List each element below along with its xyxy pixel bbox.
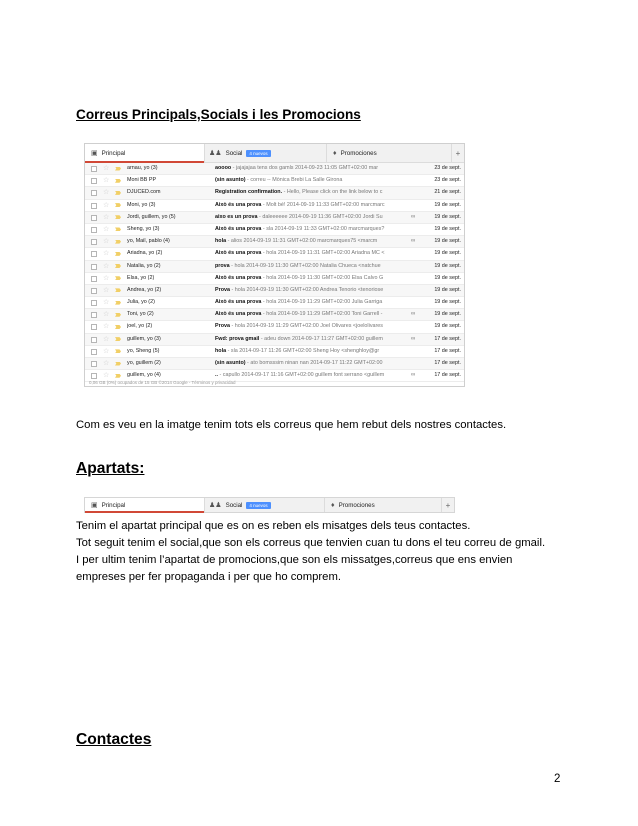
email-subject-snippet: [215, 175, 419, 186]
star-icon[interactable]: ☆: [103, 238, 110, 246]
tab-promociones-label: Promociones: [340, 149, 377, 157]
row-checkbox[interactable]: [91, 312, 97, 318]
email-sender: DJUCED.com: [127, 189, 161, 196]
important-marker-icon[interactable]: [115, 349, 121, 353]
row-checkbox[interactable]: [91, 349, 97, 355]
row-checkbox[interactable]: [91, 373, 97, 379]
email-sender: Moni BB PP: [127, 177, 157, 184]
email-date: 23 de sept.: [434, 177, 461, 184]
email-snippet: - hola 2014-09-19 11:29 GMT+02:00 Julia Garriga: [261, 299, 383, 306]
tabstrip-promociones[interactable]: [325, 498, 442, 512]
important-marker-icon[interactable]: [115, 215, 121, 219]
row-checkbox[interactable]: [91, 215, 97, 221]
email-sender: Natalia, yo (2): [127, 262, 161, 269]
email-sender: Elsa, yo (2): [127, 274, 155, 281]
email-subject-snippet: [215, 285, 419, 296]
email-sender: Ariadna, yo (2): [127, 250, 163, 257]
row-checkbox[interactable]: [91, 239, 97, 245]
email-subject-snippet: [215, 273, 419, 284]
important-marker-icon[interactable]: [115, 313, 121, 317]
tab-principal-label: Principal: [101, 149, 126, 157]
email-subject: Això és una prova: [215, 274, 262, 281]
email-snippet: - hola 2014-09-19 11:30 GMT+02:00 Andrea Tenorio <tenoriose: [229, 286, 384, 293]
table-row[interactable]: [85, 285, 464, 297]
email-subject-snippet: [215, 358, 419, 369]
tab-principal[interactable]: [85, 144, 205, 162]
star-icon[interactable]: ☆: [103, 323, 110, 331]
email-subject-snippet: [215, 187, 419, 198]
email-subject: Això és una prova: [215, 311, 262, 318]
star-icon[interactable]: ☆: [103, 225, 110, 233]
tabstrip-principal[interactable]: [85, 498, 205, 512]
gmail-tabs: [85, 144, 464, 163]
star-icon[interactable]: ☆: [103, 274, 110, 282]
row-checkbox[interactable]: [91, 178, 97, 184]
row-checkbox[interactable]: [91, 288, 97, 294]
add-tab-button[interactable]: +: [455, 148, 461, 158]
email-date: 19 de sept.: [434, 213, 461, 220]
row-checkbox[interactable]: [91, 190, 97, 196]
row-checkbox[interactable]: [91, 203, 97, 209]
row-checkbox[interactable]: [91, 361, 97, 367]
important-marker-icon[interactable]: [115, 288, 121, 292]
table-row[interactable]: [85, 224, 464, 236]
row-checkbox[interactable]: [91, 337, 97, 343]
star-icon[interactable]: ☆: [103, 286, 110, 294]
email-subject-snippet: [215, 200, 419, 211]
star-icon[interactable]: ☆: [103, 372, 110, 380]
star-icon[interactable]: ☆: [103, 177, 110, 185]
email-sender: Moni, yo (3): [127, 201, 156, 208]
email-date: 19 de sept.: [434, 286, 461, 293]
inbox-icon: ▣: [91, 150, 98, 157]
email-date: 23 de sept.: [434, 165, 461, 171]
email-subject: Prova: [215, 286, 230, 293]
email-subject-snippet: [215, 309, 419, 320]
star-icon[interactable]: ☆: [103, 299, 110, 307]
table-row[interactable]: [85, 175, 464, 187]
email-sender: Jordi, guillem, yo (5): [127, 213, 176, 220]
email-subject-snippet: [215, 236, 419, 247]
email-date: 19 de sept.: [434, 262, 461, 269]
email-date: 19 de sept.: [434, 238, 461, 245]
attachment-icon: ∞: [411, 238, 416, 245]
tabstrip-social-label: Social: [225, 501, 243, 509]
table-row[interactable]: [85, 261, 464, 273]
email-date: 17 de sept.: [434, 335, 461, 342]
row-checkbox[interactable]: [91, 227, 97, 233]
section-title-contactes: Contactes: [76, 731, 152, 748]
attachment-icon: ∞: [411, 372, 416, 379]
table-row[interactable]: [85, 163, 464, 175]
email-subject: hola: [215, 347, 227, 354]
email-date: 19 de sept.: [434, 323, 461, 330]
important-marker-icon[interactable]: [115, 252, 121, 256]
important-marker-icon[interactable]: [115, 191, 121, 195]
email-snippet: - sla 2014-09-17 11:26 GMT+02:00 Sheng Hoy <shenghloy@gr: [226, 347, 380, 354]
table-row[interactable]: [85, 334, 464, 346]
important-marker-icon[interactable]: [115, 374, 121, 378]
email-snippet: - capullo 2014-09-17 11:16 GMT+02:00 guillem font serrano <guillem: [218, 372, 385, 379]
email-subject: ..: [215, 372, 218, 379]
table-row[interactable]: [85, 297, 464, 309]
paragraph-apartats: [76, 518, 545, 586]
important-marker-icon[interactable]: [115, 301, 121, 305]
email-sender: Julia, yo (2): [127, 299, 155, 306]
gmail-inbox-screenshot: [84, 143, 465, 387]
email-sender: Andrea, yo (2): [127, 286, 162, 293]
email-date: 21 de sept.: [434, 189, 461, 196]
email-snippet: - hola 2014-09-19 11:29 GMT+02:00 Toni Garrell -: [261, 311, 383, 318]
email-date: 17 de sept.: [434, 360, 461, 366]
email-snippet: - hola 2014-09-19 11:30 GMT+02:00 Elsa Calvo G: [261, 274, 384, 281]
email-subject: (sin asunto): [215, 360, 246, 366]
email-subject-snippet: [215, 334, 419, 345]
email-date: 17 de sept.: [434, 372, 461, 379]
table-row[interactable]: [85, 309, 464, 321]
email-subject-snippet: [215, 261, 419, 272]
email-subject-snippet: [215, 297, 419, 308]
tabstrip-principal-label: Principal: [101, 501, 126, 509]
tabstrip-social[interactable]: [205, 498, 325, 512]
row-checkbox[interactable]: [91, 166, 97, 172]
star-icon[interactable]: ☆: [103, 165, 110, 172]
attachment-icon: ∞: [411, 335, 416, 342]
attachment-icon: ∞: [411, 213, 416, 220]
email-date: 19 de sept.: [434, 311, 461, 318]
people-icon: ♟♟: [209, 150, 222, 157]
email-sender: guillem, yo (4): [127, 372, 161, 379]
email-snippet: - correu -- Mònica Brebi La Salle Girona: [245, 177, 343, 184]
tag-icon: ♦: [333, 149, 337, 157]
important-marker-icon[interactable]: [115, 167, 121, 171]
email-subject-snippet: [215, 212, 419, 223]
important-marker-icon[interactable]: [115, 276, 121, 280]
storage-footer: 0,06 GB (0%) ocupados de 15 GB ©2014 Google - Términos y privacidad: [89, 380, 236, 385]
email-snippet: - hola 2014-09-19 11:30 GMT+02:00 Natalia Chueca <natchue: [229, 262, 381, 269]
email-snippet: - alios 2014-09-19 11:31 GMT+02:00 marcmarques75 <marcm: [226, 238, 378, 245]
important-marker-icon[interactable]: [115, 362, 121, 366]
email-subject: hola: [215, 238, 227, 245]
email-subject: (sin asunto): [215, 177, 246, 184]
important-marker-icon[interactable]: [115, 203, 121, 207]
email-subject: Prova: [215, 323, 230, 330]
email-subject: prova: [215, 262, 230, 269]
star-icon[interactable]: ☆: [103, 213, 110, 221]
section-title-apartats: Apartats:: [76, 460, 145, 477]
email-subject: Això és una prova: [215, 225, 262, 232]
star-icon[interactable]: ☆: [103, 262, 110, 270]
email-subject-snippet: [215, 248, 419, 259]
people-icon: ♟♟: [209, 502, 222, 509]
row-checkbox[interactable]: [91, 300, 97, 306]
tabstrip-promociones-label: Promociones: [338, 501, 375, 509]
email-snippet: - hola 2014-09-19 11:31 GMT+02:00 Ariadna MC <: [261, 250, 385, 257]
email-list: [85, 163, 464, 382]
important-marker-icon[interactable]: [115, 179, 121, 183]
email-subject-snippet: [215, 163, 419, 174]
star-icon[interactable]: ☆: [103, 250, 110, 258]
star-icon[interactable]: ☆: [103, 347, 110, 355]
email-snippet: - adeu down 2014-09-17 11:27 GMT+02:00 guillem: [259, 335, 383, 342]
star-icon[interactable]: ☆: [103, 335, 110, 343]
table-row[interactable]: [85, 321, 464, 333]
email-date: 19 de sept.: [434, 201, 461, 208]
email-subject: Registration confirmation.: [215, 189, 283, 196]
paragraph-line: empreses per fer propaganda i per que ho comprem.: [76, 571, 341, 583]
table-row[interactable]: [85, 187, 464, 199]
tab-social[interactable]: [205, 144, 327, 162]
table-row[interactable]: [85, 248, 464, 260]
star-icon[interactable]: ☆: [103, 189, 110, 197]
email-subject: aixo es un prova: [215, 213, 258, 220]
row-checkbox[interactable]: [91, 264, 97, 270]
email-sender: joel, yo (2): [127, 323, 153, 330]
important-marker-icon[interactable]: [115, 264, 121, 268]
tabstrip-social-badge: 4 nuevos: [246, 502, 270, 509]
attachment-icon: ∞: [411, 311, 416, 318]
email-date: 19 de sept.: [434, 250, 461, 257]
table-row[interactable]: [85, 200, 464, 212]
row-checkbox[interactable]: [91, 324, 97, 330]
email-subject-snippet: [215, 370, 419, 381]
important-marker-icon[interactable]: [115, 227, 121, 231]
inbox-icon: ▣: [91, 502, 98, 509]
tabstrip-add-button[interactable]: +: [445, 500, 451, 510]
email-snippet: - daleeeeee 2014-09-19 11:36 GMT+02:00 Jordi Su: [257, 213, 383, 220]
paragraph-line: Tenim el apartat principal que es on es reben els misatges dels teus contactes.: [76, 520, 471, 532]
email-sender: Toni, yo (2): [127, 311, 154, 318]
important-marker-icon[interactable]: [115, 337, 121, 341]
email-date: 17 de sept.: [434, 347, 461, 354]
email-sender: arnau, yo (3): [127, 165, 158, 171]
social-badge: 4 nuevos: [246, 150, 270, 157]
email-sender: yo, Sheng (5): [127, 347, 160, 354]
page-number: 2: [554, 773, 561, 785]
table-row[interactable]: [85, 212, 464, 224]
star-icon[interactable]: ☆: [103, 201, 110, 209]
row-checkbox[interactable]: [91, 276, 97, 282]
important-marker-icon[interactable]: [115, 325, 121, 329]
tag-icon: ♦: [331, 501, 335, 509]
email-subject: Això és una prova: [215, 250, 262, 257]
email-snippet: - jajajajaa tens dos gamls 2014-09-23 11:05 GMT+02:00 mar: [231, 165, 379, 171]
email-subject: aoooo: [215, 165, 232, 171]
email-snippet: - hola 2014-09-19 11:29 GMT+02:00 Joel Olivares <joelolivares: [229, 323, 384, 330]
email-snippet: - Molt bé! 2014-09-19 11:33 GMT+02:00 marcmarc: [261, 201, 385, 208]
email-sender: yo, Mail, pablo (4): [127, 238, 170, 245]
table-row[interactable]: [85, 236, 464, 248]
tab-promociones[interactable]: [327, 144, 452, 162]
email-sender: yo, guillem (2): [127, 360, 161, 366]
email-subject-snippet: [215, 321, 419, 332]
section-title-correus: Correus Principals,Socials i les Promocions: [76, 107, 361, 122]
star-icon[interactable]: ☆: [103, 311, 110, 319]
email-subject-snippet: [215, 346, 419, 357]
email-date: 19 de sept.: [434, 225, 461, 232]
email-date: 19 de sept.: [434, 299, 461, 306]
email-sender: Sheng, yo (3): [127, 225, 160, 232]
table-row[interactable]: [85, 273, 464, 285]
email-date: 19 de sept.: [434, 274, 461, 281]
email-subject-snippet: [215, 224, 419, 235]
email-subject: Fwd: prova gmail: [215, 335, 260, 342]
email-snippet: - Hello, Please click on the link below to c: [282, 189, 383, 196]
star-icon[interactable]: ☆: [103, 360, 110, 367]
email-sender: guillem, yo (3): [127, 335, 161, 342]
email-snippet: - sla 2014-09-19 11:33 GMT+02:00 marcmarques?: [261, 225, 385, 232]
paragraph-intro: Com es veu en la imatge tenim tots els correus que hem rebut dels nostres contactes.: [76, 419, 507, 431]
paragraph-line: Tot seguit tenim el social,que son els correus que tenvien cuan tu dons el teu correu de gmail.: [76, 537, 546, 549]
tab-social-label: Social: [225, 149, 243, 157]
gmail-tabstrip: [84, 497, 455, 513]
table-row[interactable]: [85, 358, 464, 370]
important-marker-icon[interactable]: [115, 240, 121, 244]
row-checkbox[interactable]: [91, 251, 97, 257]
paragraph-line: I per ultim tenim l’apartat de promocions,que son els missatges,correus que ens envien: [76, 554, 513, 566]
email-subject: Això és una prova: [215, 299, 262, 306]
email-snippet: - ato bomsssim ninan nan 2014-09-17 11:22 GMT+02:00: [245, 360, 383, 366]
table-row[interactable]: [85, 346, 464, 358]
email-subject: Això és una prova: [215, 201, 262, 208]
